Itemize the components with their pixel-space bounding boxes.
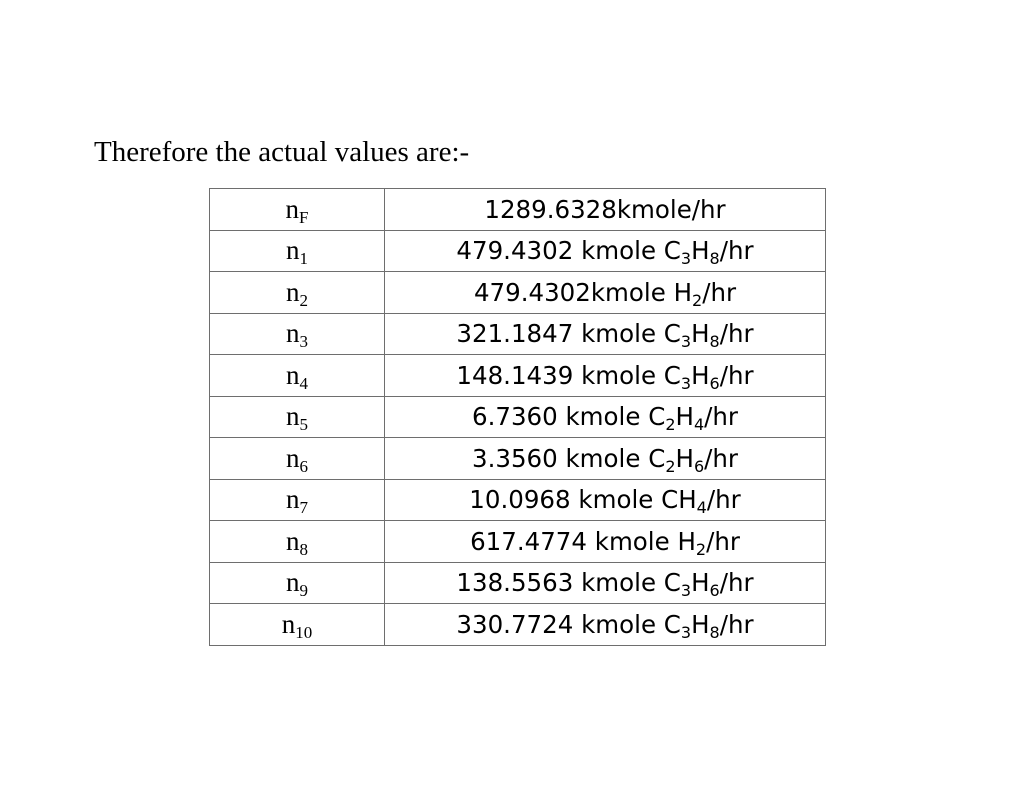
cell-text: /hr	[706, 485, 741, 515]
cell-text: n	[286, 442, 300, 473]
subscript-text: 1	[299, 249, 308, 269]
flow-value-cell	[385, 438, 826, 480]
cell-text: 479.4302 kmole C	[456, 236, 681, 266]
subscript-text: 6	[299, 456, 308, 476]
subscript-text: 8	[709, 332, 720, 352]
cell-text: /hr	[704, 402, 738, 432]
table-row	[210, 562, 826, 604]
cell-text: H	[691, 360, 710, 390]
cell-text: n	[286, 276, 300, 307]
cell-text: H	[691, 568, 710, 598]
flow-value-cell	[385, 479, 826, 521]
cell-text: 1289.6328kmole/hr	[484, 194, 726, 224]
cell-text: H	[675, 402, 694, 432]
cell-text: 3.3560 kmole C	[471, 443, 666, 473]
cell-text: n	[285, 193, 300, 224]
table-row	[210, 313, 826, 355]
flow-value-cell	[385, 604, 826, 646]
flow-value-cell	[385, 521, 826, 563]
stream-variable-cell	[210, 479, 385, 521]
subscript-text: 3	[680, 332, 692, 352]
cell-text: n	[286, 318, 300, 349]
cell-text: H	[691, 609, 710, 639]
subscript-text: 9	[299, 581, 308, 601]
subscript-text: F	[299, 207, 309, 227]
cell-text: /hr	[719, 568, 754, 598]
cell-text: /hr	[719, 609, 754, 639]
subscript-text: 3	[680, 581, 692, 601]
subscript-text: 6	[693, 456, 705, 476]
subscript-text: 6	[709, 373, 720, 393]
stream-variable-cell	[210, 396, 385, 438]
cell-text: H	[691, 319, 710, 349]
cell-text: n	[281, 608, 296, 639]
stream-variable-cell	[210, 438, 385, 480]
flow-value-cell	[385, 230, 826, 272]
subscript-text: 3	[680, 622, 692, 642]
cell-text: 10.0968 kmole CH	[469, 485, 697, 515]
flow-value-cell	[385, 396, 826, 438]
table-row	[210, 396, 826, 438]
subscript-text: 3	[680, 373, 692, 393]
stream-variable-cell	[210, 355, 385, 397]
subscript-text: 4	[299, 373, 308, 393]
subscript-text: 10	[295, 622, 313, 642]
table-row	[210, 479, 826, 521]
subscript-text: 4	[693, 415, 705, 435]
page-heading: Therefore the actual values are:-	[94, 136, 470, 168]
flow-value-cell	[385, 355, 826, 397]
cell-text: 479.4302kmole H	[473, 277, 692, 307]
cell-text: /hr	[704, 443, 738, 473]
table-row	[210, 230, 826, 272]
cell-text: /hr	[719, 360, 754, 390]
cell-text: 138.5563 kmole C	[456, 568, 681, 598]
subscript-text: 2	[692, 290, 703, 310]
subscript-text: 3	[680, 249, 692, 269]
cell-text: 617.4774 kmole H	[470, 526, 696, 556]
cell-text: H	[675, 443, 694, 473]
flow-value-cell	[385, 313, 826, 355]
table-row	[210, 355, 826, 397]
subscript-text: 4	[696, 498, 707, 518]
subscript-text: 8	[299, 539, 308, 559]
subscript-text: 2	[665, 456, 676, 476]
cell-text: 321.1847 kmole C	[456, 319, 681, 349]
subscript-text: 5	[299, 415, 308, 435]
stream-variable-cell	[210, 189, 385, 231]
subscript-text: 2	[299, 290, 308, 310]
cell-text: 6.7360 kmole C	[471, 402, 666, 432]
flow-value-cell	[385, 189, 826, 231]
cell-text: /hr	[719, 236, 754, 266]
stream-variable-cell	[210, 604, 385, 646]
cell-text: /hr	[719, 319, 754, 349]
cell-text: 330.7724 kmole C	[456, 609, 681, 639]
stream-variable-cell	[210, 521, 385, 563]
table-row	[210, 189, 826, 231]
subscript-text: 8	[709, 622, 720, 642]
cell-text: /hr	[702, 277, 737, 307]
stream-variable-cell	[210, 230, 385, 272]
cell-text: n	[286, 359, 300, 390]
subscript-text: 3	[299, 332, 308, 352]
table-row	[210, 438, 826, 480]
subscript-text: 8	[709, 249, 720, 269]
flow-value-cell	[385, 562, 826, 604]
table-row	[210, 521, 826, 563]
cell-text: /hr	[706, 526, 740, 556]
subscript-text: 2	[665, 415, 676, 435]
flow-value-cell	[385, 272, 826, 314]
cell-text: n	[286, 525, 300, 556]
stream-variable-cell	[210, 562, 385, 604]
subscript-text: 6	[709, 581, 720, 601]
flow-rates-table-body	[210, 189, 826, 646]
table-row	[210, 604, 826, 646]
stream-variable-cell	[210, 313, 385, 355]
cell-text: n	[286, 401, 300, 432]
subscript-text: 7	[299, 498, 308, 518]
cell-text: H	[691, 236, 710, 266]
table-row	[210, 272, 826, 314]
cell-text: n	[286, 484, 300, 515]
subscript-text: 2	[695, 539, 707, 559]
stream-variable-cell	[210, 272, 385, 314]
cell-text: 148.1439 kmole C	[456, 360, 681, 390]
cell-text: n	[286, 567, 300, 598]
cell-text: n	[286, 235, 300, 266]
flow-rates-table	[209, 188, 826, 646]
